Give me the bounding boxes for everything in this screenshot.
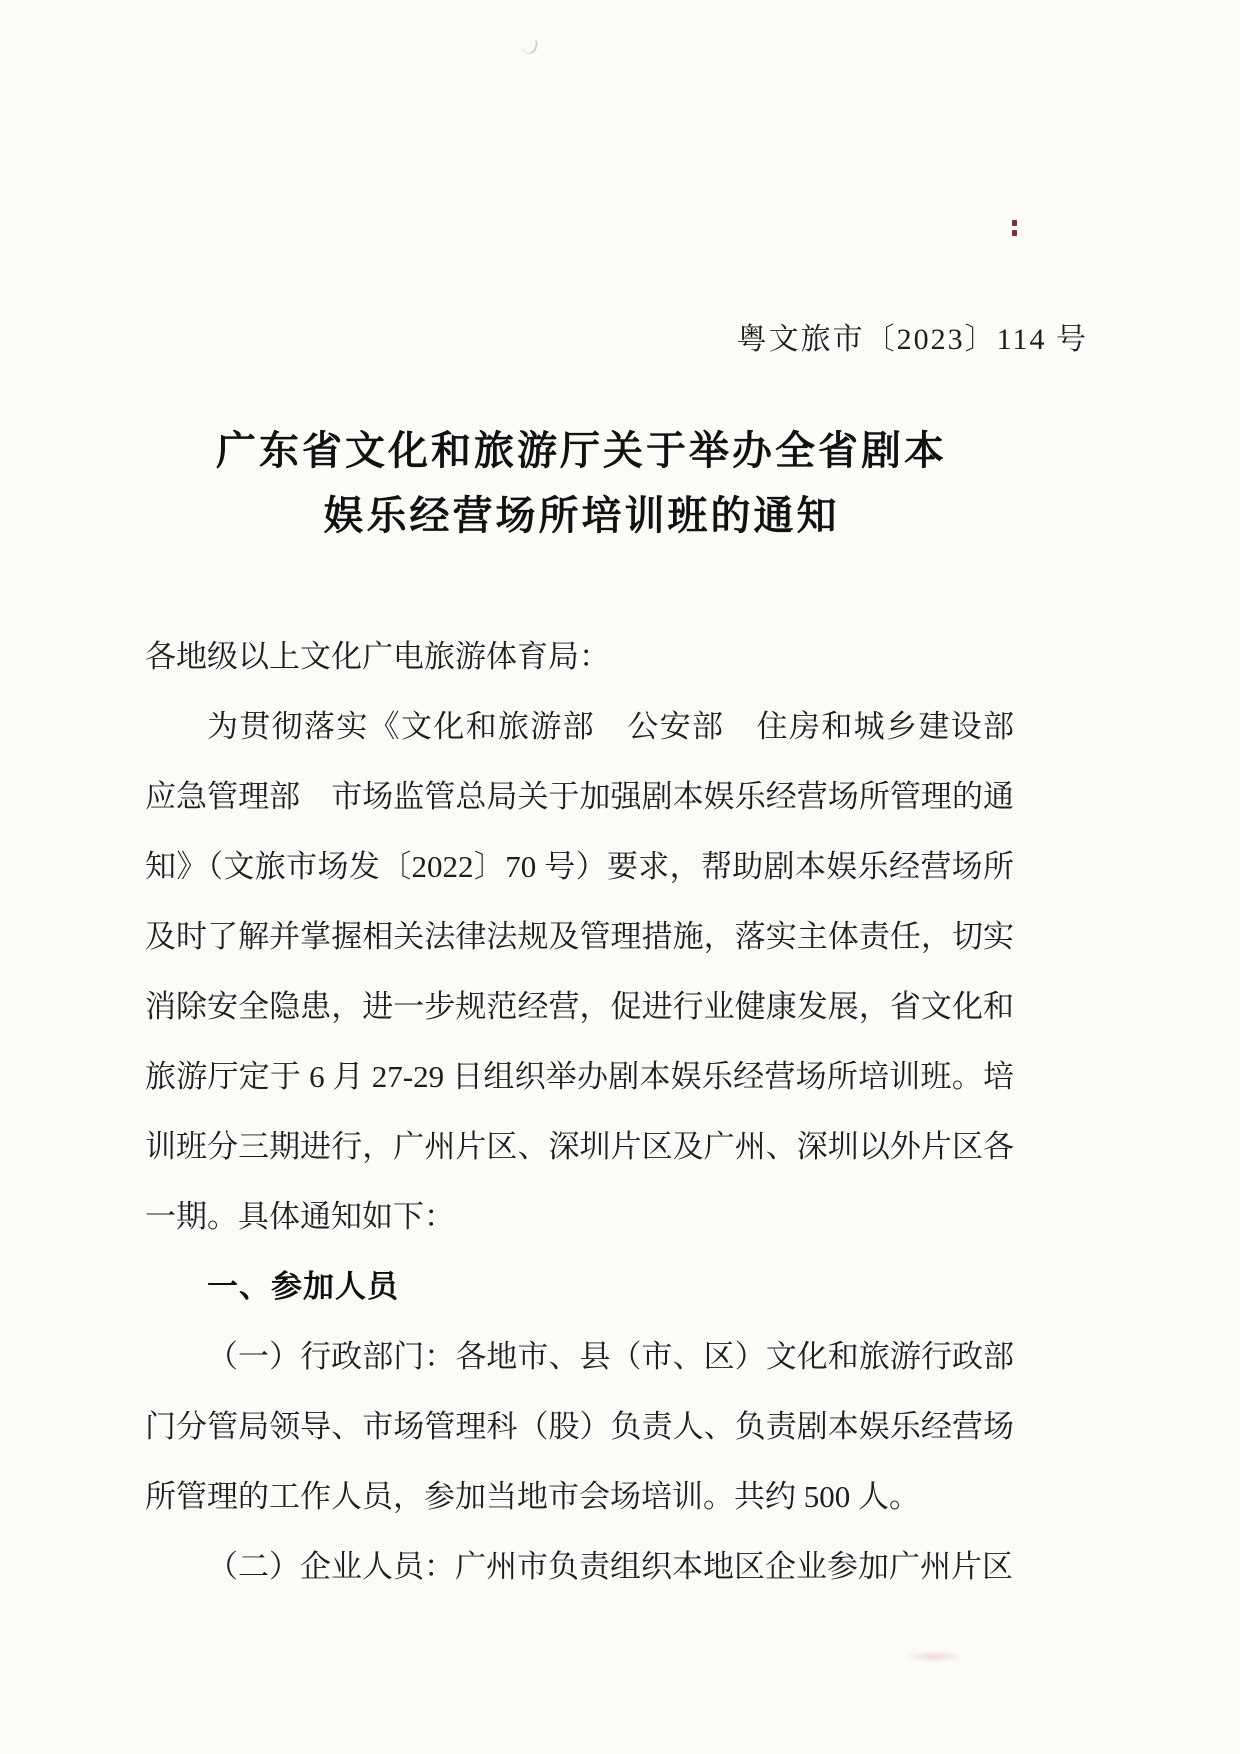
body-paragraph: 为贯彻落实《文化和旅游部 公安部 住房和城乡建设部 应急管理部 市场监管总局关于加强剧本娱乐经营场所管理的通知》（文旅市场发〔2022〕70 号）要求，帮助剧本娱乐经营场所及时了解并掌握相关法律法规及管理措施，落实主体责任，切实消除安全隐患，进一步规范经营，促进行业健康发展，省文化和旅游厅定于 6 月 27-29 日组织举办剧本娱乐经营场所培训班。培训班分三期进行，广州片区、深圳片区及广州、深圳以外片区各一期。具体通知如下： [145, 709, 1045, 1234]
section-heading: 一、参加人员 [207, 1269, 399, 1304]
document-title-line-2: 娱乐经营场所培训班的通知 [323, 493, 840, 538]
document-title [145, 418, 1018, 548]
document-body [145, 622, 1045, 1602]
scan-red-dots-mark [1012, 220, 1017, 226]
body-paragraph: （二）企业人员：广州市负责组织本地区企业参加广州片区 [207, 1549, 1013, 1584]
salutation: 各地级以上文化广电旅游体育局： [145, 639, 610, 674]
document-title-line-1: 广东省文化和旅游厅关于举办全省剧本 [216, 428, 947, 473]
document-number: 粤文旅市〔2023〕114 号 [736, 323, 1088, 356]
body-paragraph: （一）行政部门：各地市、县（市、区）文化和旅游行政部门分管局领导、市场管理科（股）负责人、负责剧本娱乐经营场所管理的工作人员，参加当地市会场培训。共约 500 人。 [145, 1339, 1014, 1514]
document-body-paragraphs [145, 692, 1045, 1602]
scan-smudge-bottom [903, 1650, 965, 1663]
